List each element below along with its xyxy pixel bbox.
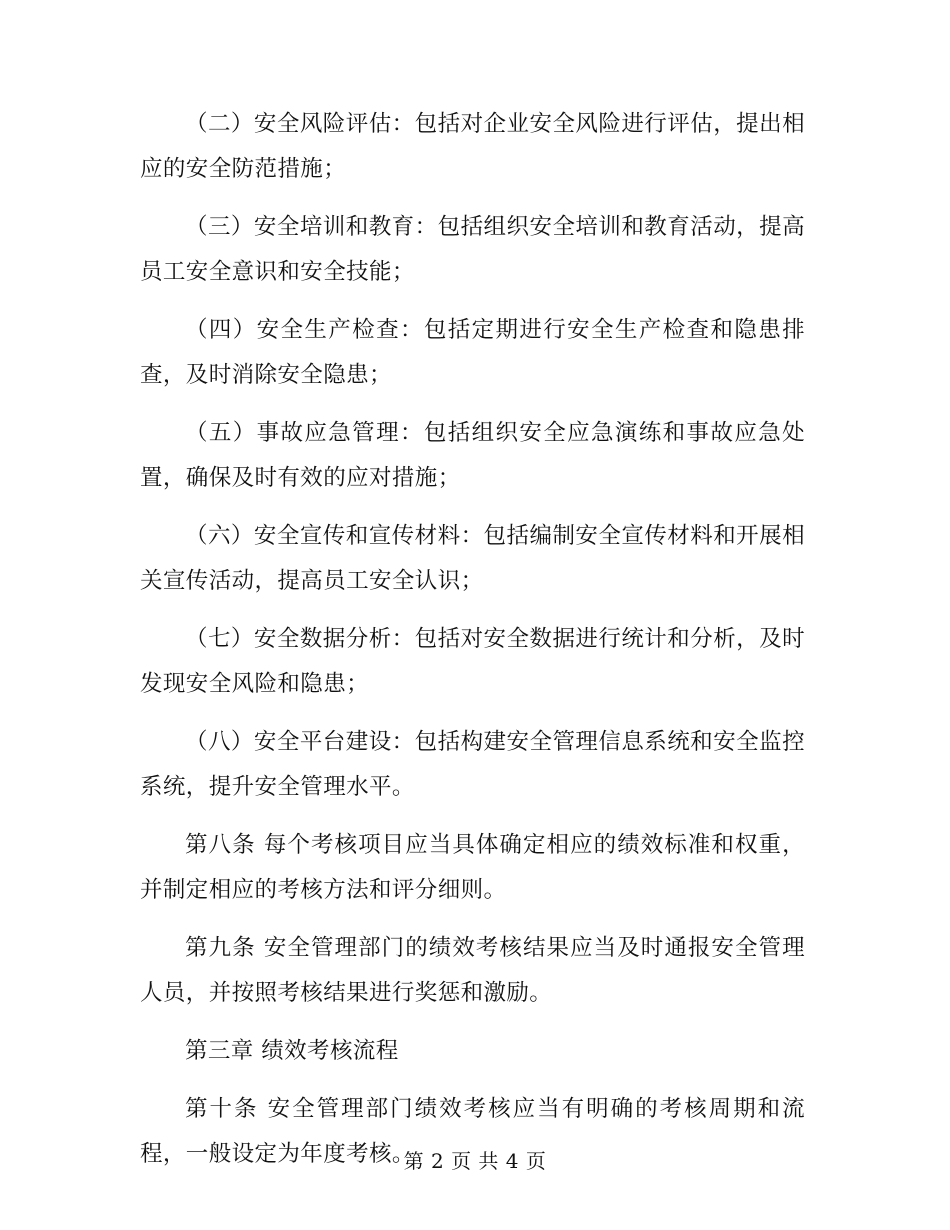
chapter-3-heading: 第三章 绩效考核流程 bbox=[185, 1038, 399, 1064]
article-10: 第十条 安全管理部门绩效考核应当有明确的考核周期和流程，一般设定为年度考核。 bbox=[140, 1096, 805, 1167]
paragraph-item-8: （八）安全平台建设：包括构建安全管理信息系统和安全监控系统，提升安全管理水平。 bbox=[140, 729, 805, 800]
paragraph-item-3: （三）安全培训和教育：包括组织安全培训和教育活动，提高员工安全意识和安全技能； bbox=[140, 214, 805, 285]
document-body bbox=[140, 102, 805, 1190]
page-number-footer: 第 2 页 共 4 页 bbox=[403, 1149, 547, 1173]
paragraph-item-4: （四）安全生产检查：包括定期进行安全生产检查和隐患排查，及时消除安全隐患； bbox=[140, 317, 805, 388]
paragraph-item-7: （七）安全数据分析：包括对安全数据进行统计和分析，及时发现安全风险和隐患； bbox=[140, 626, 805, 697]
paragraph-item-5: （五）事故应急管理：包括组织安全应急演练和事故应急处置，确保及时有效的应对措施； bbox=[140, 420, 805, 491]
paragraph-item-6: （六）安全宣传和宣传材料：包括编制安全宣传材料和开展相关宣传活动，提高员工安全认识； bbox=[140, 523, 805, 594]
article-8: 第八条 每个考核项目应当具体确定相应的绩效标准和权重，并制定相应的考核方法和评分细则。 bbox=[140, 832, 805, 903]
article-9: 第九条 安全管理部门的绩效考核结果应当及时通报安全管理人员，并按照考核结果进行奖惩和激励。 bbox=[140, 935, 805, 1006]
paragraph-item-2: （二）安全风险评估：包括对企业安全风险进行评估，提出相应的安全防范措施； bbox=[140, 111, 805, 182]
